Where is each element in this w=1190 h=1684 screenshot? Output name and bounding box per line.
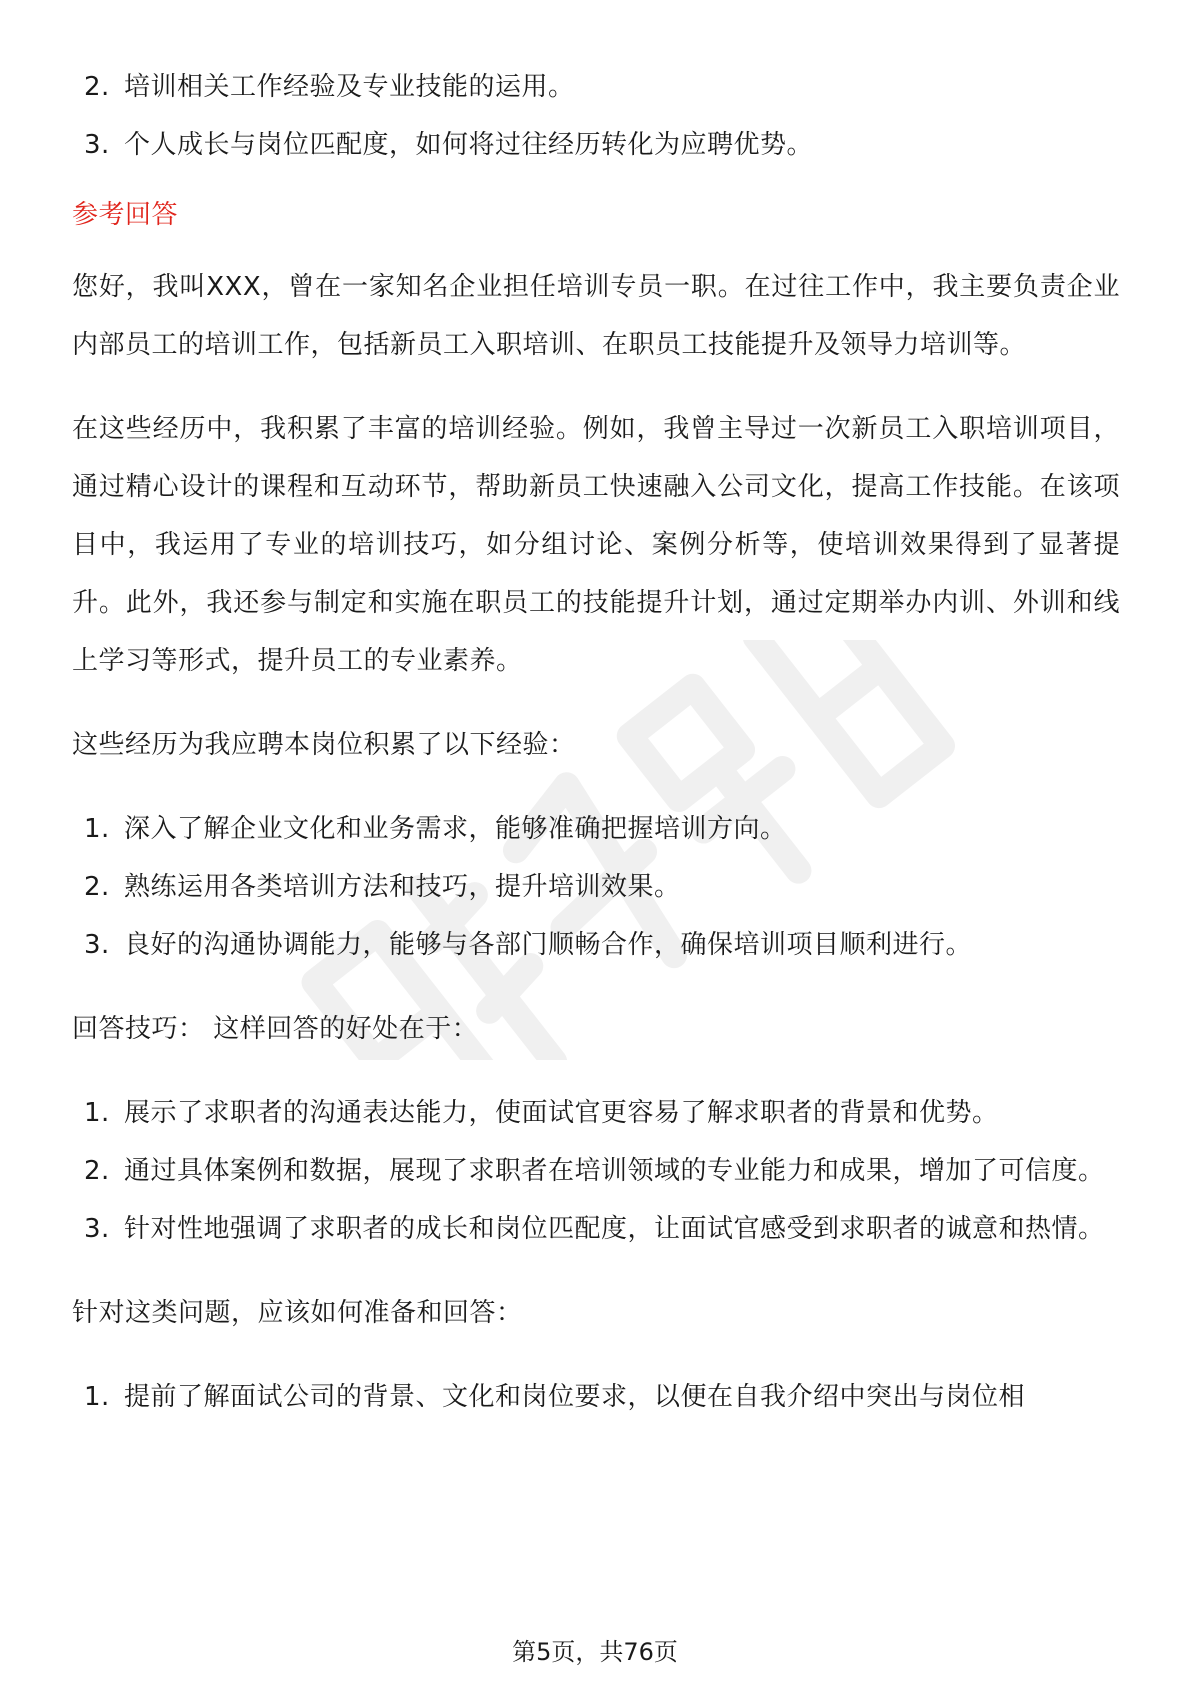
list-text: 通过具体案例和数据，展现了求职者在培训领域的专业能力和成果，增加了可信度。 xyxy=(124,1156,1105,1186)
list-number: 2. xyxy=(84,72,110,102)
list-number: 2. xyxy=(84,872,110,902)
prep-lead: 针对这类问题，应该如何准备和回答： xyxy=(72,1298,523,1328)
tips-list xyxy=(72,1084,1120,1258)
page-footer: 第5页，共76页 xyxy=(512,1638,678,1666)
list-item xyxy=(72,116,1120,174)
list-item xyxy=(72,58,1120,116)
list-item xyxy=(72,1084,1120,1142)
list-item xyxy=(72,1200,1120,1258)
list-text: 良好的沟通协调能力，能够与各部门顺畅合作，确保培训项目顺利进行。 xyxy=(124,930,973,960)
list-item xyxy=(72,800,1120,858)
top-list xyxy=(72,58,1120,174)
list-text: 提前了解面试公司的背景、文化和岗位要求，以便在自我介绍中突出与岗位相 xyxy=(124,1382,1026,1412)
list-number: 1. xyxy=(84,814,110,844)
main-content xyxy=(72,58,1120,1426)
answer-heading: 参考回答 xyxy=(72,200,179,230)
list-number: 2. xyxy=(84,1156,110,1186)
list-number: 3. xyxy=(84,1214,110,1244)
list-item xyxy=(72,1368,1120,1426)
list-item xyxy=(72,1142,1120,1200)
prep-list xyxy=(72,1368,1120,1426)
list-text: 个人成长与岗位匹配度，如何将过往经历转化为应聘优势。 xyxy=(124,130,814,160)
experience-list xyxy=(72,800,1120,974)
list-number: 3. xyxy=(84,130,110,160)
list-text: 展示了求职者的沟通表达能力，使面试官更容易了解求职者的背景和优势。 xyxy=(124,1098,999,1128)
list-number: 1. xyxy=(84,1382,110,1412)
list-text: 培训相关工作经验及专业技能的运用。 xyxy=(124,72,575,102)
experience-paragraph: 在这些经历中，我积累了丰富的培训经验。例如，我曾主导过一次新员工入职培训项目，通过精心设计的课程和互动环节，帮助新员工快速融入公司文化，提高工作技能。在该项目中，我运用了专业的培训技巧，如分组讨论、案例分析等，使培训效果得到了显著提升。此外，我还参与制定和实施在职员工的技能提升计划，通过定期举办内训、外训和线上学习等形式，提升员工的专业素养。 xyxy=(72,414,1120,676)
tips-lead: 回答技巧： 这样回答的好处在于： xyxy=(72,1014,479,1044)
list-item xyxy=(72,916,1120,974)
list-text: 熟练运用各类培训方法和技巧，提升培训效果。 xyxy=(124,872,681,902)
list-number: 3. xyxy=(84,930,110,960)
list-item xyxy=(72,858,1120,916)
experience-lead: 这些经历为我应聘本岗位积累了以下经验： xyxy=(72,730,576,760)
list-text: 针对性地强调了求职者的成长和岗位匹配度，让面试官感受到求职者的诚意和热情。 xyxy=(124,1214,1105,1244)
intro-paragraph: 您好，我叫XXX，曾在一家知名企业担任培训专员一职。在过往工作中，我主要负责企业内部员工的培训工作，包括新员工入职培训、在职员工技能提升及领导力培训等。 xyxy=(72,272,1120,360)
list-number: 1. xyxy=(84,1098,110,1128)
list-text: 深入了解企业文化和业务需求，能够准确把握培训方向。 xyxy=(124,814,787,844)
